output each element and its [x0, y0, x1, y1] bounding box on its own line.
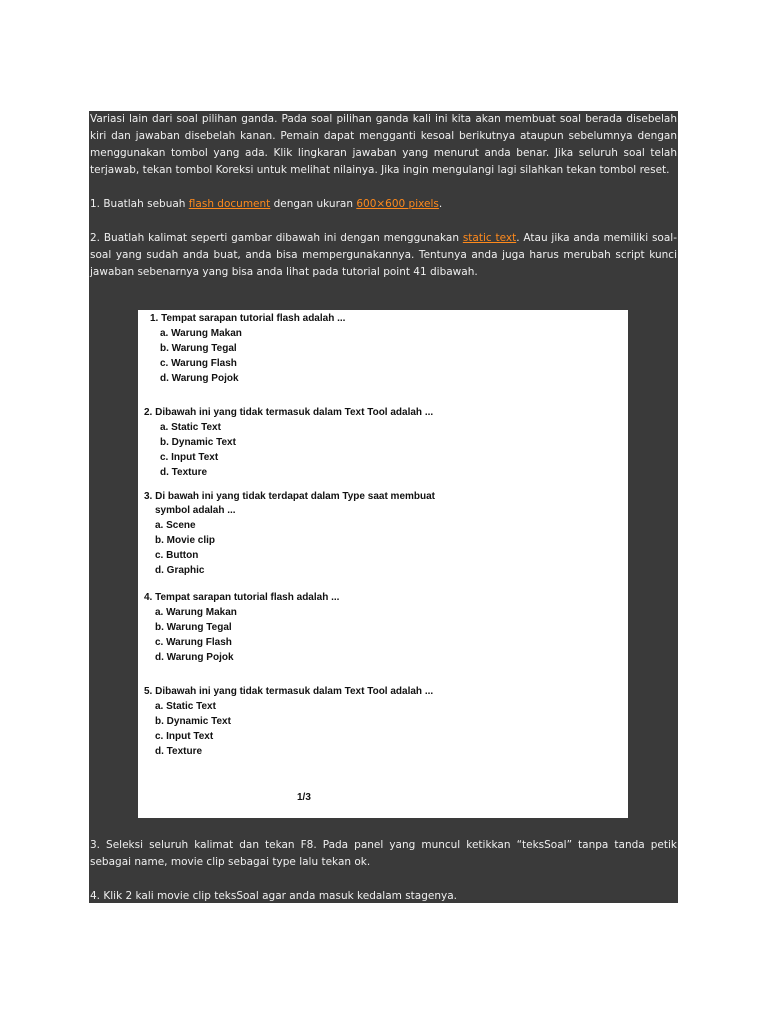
question-3-option-c: c. Button [155, 550, 199, 561]
question-4: 4. Tempat sarapan tutorial flash adalah ... [144, 592, 340, 603]
step-3: 3. Seleksi seluruh kalimat dan tekan F8. Pada panel yang muncul ketikkan “teksSoal” tanpa tanda petik sebagai name, movie clip sebagai type lalu tekan ok. [90, 839, 677, 868]
question-4-option-a: a. Warung Makan [155, 607, 237, 618]
quiz-figure [138, 310, 628, 818]
question-1-option-b: b. Warung Tegal [160, 343, 237, 354]
article-content [90, 111, 677, 281]
question-1: 1. Tempat sarapan tutorial flash adalah ... [150, 313, 346, 324]
question-1-option-d: d. Warung Pojok [160, 373, 239, 384]
question-3: 3. Di bawah ini yang tidak terdapat dalam Type saat membuat [144, 491, 436, 502]
question-3-option-d: d. Graphic [155, 565, 205, 576]
question-1-option-c: c. Warung Flash [160, 358, 237, 369]
flash-document-link[interactable]: flash document [188, 198, 271, 210]
question-3-line-2: symbol adalah ... [155, 505, 236, 516]
step-1-middle: dengan ukuran [270, 198, 357, 210]
question-2-option-d: d. Texture [160, 467, 208, 478]
question-5-option-c: c. Input Text [155, 731, 214, 742]
step-4: 4. Klik 2 kali movie clip teksSoal agar anda masuk kedalam stagenya. [90, 890, 458, 902]
question-3-option-a: a. Scene [155, 520, 196, 531]
question-3-option-b: b. Movie clip [155, 535, 216, 546]
intro-paragraph: Variasi lain dari soal pilihan ganda. Pada soal pilihan ganda kali ini kita akan membuat soal berada disebelah kiri dan jawaban disebelah kanan. Pemain dapat mengganti kesoal berikutnya ataupun sebelumnya dengan menggunakan tombol yang ada. Klik lingkaran jawaban yang menurut anda benar. Jika seluruh soal telah terjawab, tekan tombol Koreksi untuk melihat nilainya. Jika ingin mengulangi lagi silahkan tekan tombol reset. [90, 113, 677, 176]
question-5-option-d: d. Texture [155, 746, 203, 757]
step-2-suffix: . Atau jika anda memiliki soal-soal yang sudah anda buat, anda bisa mempergunakannya. Tentunya anda juga harus merubah script kunci jawaban sebenarnya yang bisa anda lihat pada tutorial point 41 dibawah. [90, 232, 677, 278]
step-1-prefix: 1. Buatlah sebuah [90, 198, 189, 210]
page-indicator: 1/3 [297, 792, 311, 803]
question-2-option-b: b. Dynamic Text [160, 437, 236, 448]
pixels-link[interactable]: 600×600 pixels [356, 198, 439, 210]
step-2 [90, 230, 677, 281]
step-1 [90, 196, 677, 213]
question-4-option-b: b. Warung Tegal [155, 622, 232, 633]
question-2: 2. Dibawah ini yang tidak termasuk dalam Text Tool adalah ... [144, 407, 434, 418]
question-4-option-d: d. Warung Pojok [155, 652, 234, 663]
question-5-option-b: b. Dynamic Text [155, 716, 231, 727]
question-2-option-c: c. Input Text [160, 452, 219, 463]
question-2-option-a: a. Static Text [160, 422, 221, 433]
step-1-suffix: . [438, 198, 443, 210]
question-5: 5. Dibawah ini yang tidak termasuk dalam Text Tool adalah ... [144, 686, 434, 697]
article-continued [90, 837, 677, 903]
question-5-option-a: a. Static Text [155, 701, 216, 712]
question-4-option-c: c. Warung Flash [155, 637, 232, 648]
question-1-option-a: a. Warung Makan [160, 328, 242, 339]
static-text-link[interactable]: static text [462, 232, 517, 244]
step-2-prefix: 2. Buatlah kalimat seperti gambar dibawah ini dengan menggunakan [90, 232, 463, 244]
article-panel [89, 111, 678, 903]
